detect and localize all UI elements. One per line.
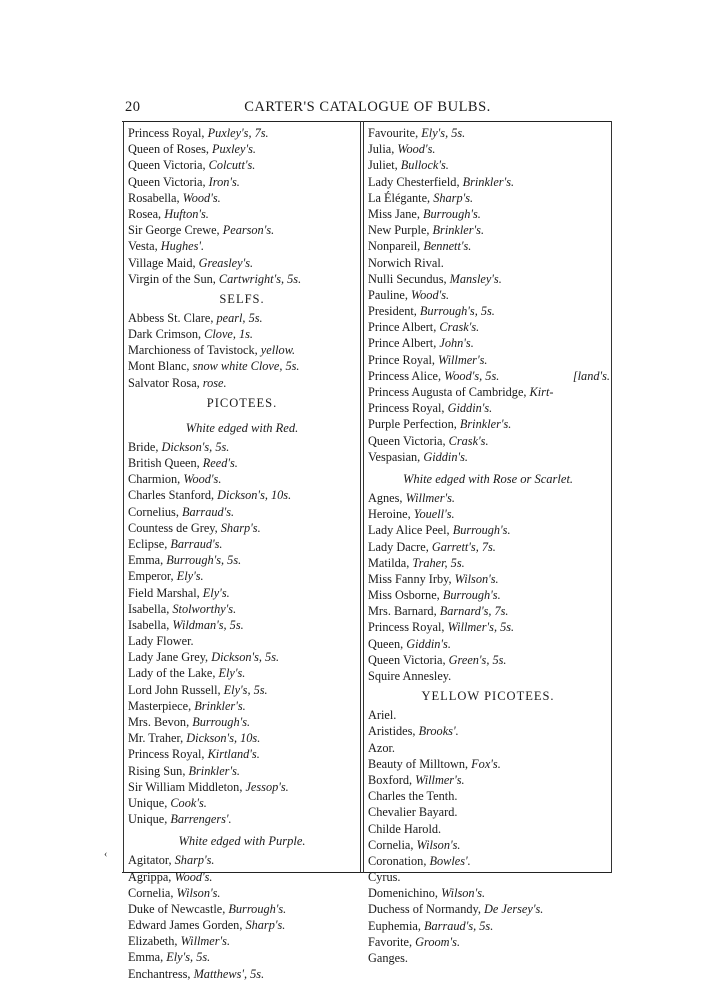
catalogue-entry <box>368 157 608 173</box>
catalogue-entry <box>368 238 608 254</box>
catalogue-entry <box>128 730 356 746</box>
catalogue-entry <box>368 555 608 571</box>
grower-note: Wood's. <box>183 472 222 487</box>
catalogue-entry <box>368 352 608 368</box>
catalogue-entry <box>128 763 356 779</box>
catalogue-entry <box>128 326 356 342</box>
grower-note: Cook's. <box>170 795 207 810</box>
grower-note: Bennett's. <box>423 239 472 254</box>
variety-name: Childe Harold. <box>368 821 442 836</box>
variety-name: Salvator Rosa, <box>128 375 203 390</box>
grower-note: Hughes'. <box>160 239 205 254</box>
variety-name: La Élégante, <box>368 190 434 205</box>
catalogue-entry <box>368 723 608 739</box>
variety-name: Princess Royal, <box>368 620 448 635</box>
variety-name: Princess Royal, <box>128 747 208 762</box>
grower-note: Burrough's. <box>423 206 481 221</box>
variety-name: Edward James Gorden, <box>128 918 246 933</box>
variety-name: Chevalier Bayard. <box>368 805 458 820</box>
page-header <box>125 99 610 119</box>
grower-note: Wilson's. <box>441 886 486 901</box>
right-column <box>368 125 608 966</box>
grower-note: Willmer's, 5s. <box>447 620 515 635</box>
variety-name: Agnes, <box>368 490 406 505</box>
catalogue-entry <box>128 698 356 714</box>
catalogue-entry <box>368 756 608 772</box>
subsection-heading: White edged with Purple. <box>178 834 306 849</box>
variety-name: Purple Perfection, <box>368 417 460 432</box>
variety-name: Sir William Middleton, <box>128 779 246 794</box>
catalogue-entry <box>128 682 356 698</box>
subsection-heading: White edged with Rose or Scarlet. <box>402 471 574 486</box>
variety-name: Matilda, <box>368 555 413 570</box>
variety-name: Village Maid, <box>128 255 199 270</box>
catalogue-entry <box>368 319 608 335</box>
variety-name: Masterpiece, <box>128 698 195 713</box>
catalogue-entry <box>368 571 608 587</box>
catalogue-entry <box>128 649 356 665</box>
variety-name: Unique, <box>128 812 171 827</box>
catalogue-entry <box>368 335 608 351</box>
grower-note: Burrough's. <box>228 901 287 916</box>
catalogue-entry <box>128 455 356 471</box>
grower-note: Youell's. <box>413 507 455 522</box>
variety-name: Vespasian, <box>368 449 424 464</box>
grower-note: Brinkler's. <box>194 698 246 713</box>
catalogue-entry <box>368 636 608 652</box>
grower-note: Brooks'. <box>418 724 459 739</box>
catalogue-entry <box>128 949 356 965</box>
grower-note: Willmer's. <box>438 352 488 367</box>
grower-note: Puxley's, 7s. <box>207 126 269 140</box>
catalogue-entry <box>128 568 356 584</box>
catalogue-entry <box>368 522 608 538</box>
grower-note: Wood's. <box>411 287 450 302</box>
grower-note: Traher, 5s. <box>412 555 465 570</box>
grower-note: Barraud's. <box>170 536 223 551</box>
catalogue-entry <box>368 804 608 820</box>
grower-note: Crask's. <box>448 433 489 448</box>
left-column <box>128 125 356 982</box>
variety-name: Miss Fanny Irby, <box>368 571 455 586</box>
catalogue-entry <box>368 174 608 190</box>
grower-note: Groom's. <box>415 934 461 949</box>
variety-name: Enchantress, <box>128 966 194 981</box>
variety-name: Julia, <box>368 142 398 157</box>
section-heading: PICOTEES. <box>206 395 278 410</box>
variety-name: Mrs. Barnard, <box>368 604 440 619</box>
catalogue-entry <box>128 601 356 617</box>
grower-note: Ely's. <box>176 569 204 584</box>
variety-name: Rosea, <box>128 206 165 221</box>
grower-note: Bullock's. <box>400 158 449 173</box>
variety-name: New Purple, <box>368 223 433 238</box>
grower-note: Iron's. <box>208 174 240 189</box>
variety-name: Cornelia, <box>128 885 177 900</box>
grower-note: Clove, 1s. <box>204 327 254 342</box>
grower-note: Green's, 5s. <box>448 652 507 667</box>
variety-name: Emperor, <box>128 569 177 584</box>
variety-name: Nonpareil, <box>368 239 424 254</box>
catalogue-entry <box>128 779 356 795</box>
grower-note: Kirtland's. <box>207 747 260 762</box>
variety-name: Ariel. <box>368 708 397 723</box>
catalogue-entry <box>368 125 608 141</box>
catalogue-entry <box>368 539 608 555</box>
grower-note: Mansley's. <box>449 271 502 286</box>
column-divider <box>363 121 364 873</box>
variety-name: President, <box>368 304 420 319</box>
variety-name: Emma, <box>128 553 167 568</box>
variety-name: Rosabella, <box>128 190 183 205</box>
catalogue-entry <box>128 310 356 326</box>
variety-name: Lady of the Lake, <box>128 666 219 681</box>
catalogue-entry <box>368 918 608 934</box>
left-rule <box>123 121 124 873</box>
catalogue-entry <box>128 536 356 552</box>
variety-name: Pauline, <box>368 287 412 302</box>
top-rule <box>122 121 612 122</box>
grower-note: Ely's. <box>218 666 246 681</box>
variety-name: Mrs. Bevon, <box>128 715 193 729</box>
catalogue-entry <box>128 795 356 811</box>
grower-note: Brinkler's. <box>432 223 485 238</box>
catalogue-entry <box>128 342 356 358</box>
variety-name: Heroine, <box>368 507 414 522</box>
running-title: CARTER'S CATALOGUE OF BULBS. <box>244 99 491 115</box>
catalogue-entry <box>128 271 356 287</box>
catalogue-entry <box>128 885 356 901</box>
catalogue-entry <box>368 740 608 756</box>
catalogue-entry <box>128 358 356 374</box>
variety-name: Lady Jane Grey, <box>128 650 212 665</box>
catalogue-entry <box>368 788 608 804</box>
catalogue-entry <box>368 885 608 901</box>
catalogue-entry <box>368 400 608 416</box>
column-divider <box>360 121 361 873</box>
grower-note: John's. <box>439 336 474 351</box>
grower-note: Cartwright's, 5s. <box>218 271 302 286</box>
page-number: 20 <box>125 99 141 115</box>
catalogue-entry <box>128 852 356 868</box>
section-heading: YELLOW PICOTEES. <box>421 689 555 704</box>
grower-note: Jessop's. <box>245 779 289 794</box>
grower-note: Dickson's, 5s. <box>211 650 280 665</box>
variety-name: Queen Victoria, <box>128 174 209 189</box>
grower-note: pearl, 5s. <box>216 310 263 325</box>
variety-name: Cornelia, <box>368 837 417 852</box>
catalogue-entry <box>128 552 356 568</box>
grower-note: Bowles'. <box>429 853 471 868</box>
grower-note: Brinkler's. <box>459 417 512 432</box>
catalogue-entry <box>368 384 608 400</box>
catalogue-entry <box>368 821 608 837</box>
grower-note: rose. <box>202 375 227 390</box>
subsection-heading: White edged with Red. <box>185 420 299 435</box>
grower-note: Wood's. <box>174 869 213 884</box>
variety-name: Cornelius, <box>128 504 182 519</box>
variety-name: Elizabeth, <box>128 934 181 949</box>
grower-note: Barnard's, 7s. <box>439 604 509 619</box>
right-rule <box>611 121 612 873</box>
grower-note: Barrengers'. <box>170 812 232 827</box>
grower-note: Giddin's. <box>423 449 468 464</box>
catalogue-entry <box>128 206 356 222</box>
variety-name: Mr. Traher, <box>128 731 187 746</box>
variety-name: Agrippa, <box>128 869 175 884</box>
variety-name: Isabella, <box>128 617 173 632</box>
grower-note: Sharp's. <box>174 853 215 868</box>
catalogue-entry <box>128 504 356 520</box>
catalogue-entry <box>128 869 356 885</box>
catalogue-entry <box>128 811 356 827</box>
variety-name: Charmion, <box>128 472 184 487</box>
grower-note: Ely's, 5s. <box>421 126 466 140</box>
grower-note: Colcutt's. <box>208 158 256 173</box>
catalogue-entry <box>128 487 356 503</box>
catalogue-entry <box>368 950 608 966</box>
catalogue-entry <box>128 633 356 649</box>
catalogue-entry <box>368 934 608 950</box>
variety-name: Abbess St. Clare, <box>128 310 217 325</box>
grower-note: Burrough's. <box>192 715 251 729</box>
catalogue-entry <box>368 449 608 465</box>
variety-name: Prince Albert, <box>368 336 440 351</box>
grower-note: Willmer's. <box>405 490 456 505</box>
catalogue-entry <box>368 206 608 222</box>
grower-note: Wood's, 5s. <box>444 368 500 383</box>
catalogue-entry <box>368 271 608 287</box>
catalogue-entry <box>368 901 608 917</box>
catalogue-entry <box>128 714 356 730</box>
catalogue-entry <box>368 141 608 157</box>
grower-note: Dickson's, 5s. <box>161 439 230 454</box>
grower-note: Burrough's. <box>442 588 501 603</box>
variety-name: Domenichino, <box>368 886 442 901</box>
variety-name: Euphemia, <box>368 918 425 933</box>
catalogue-entry <box>128 665 356 681</box>
grower-note: Matthews', 5s. <box>193 966 265 981</box>
grower-note: Burrough's, 5s. <box>166 553 242 568</box>
variety-name: Virgin of the Sun, <box>128 271 219 286</box>
catalogue-entry <box>128 746 356 762</box>
grower-note: Barraud's. <box>181 504 235 519</box>
catalogue-entry <box>368 587 608 603</box>
variety-name: Miss Jane, <box>368 206 423 221</box>
runover-note: [land's. <box>572 368 610 383</box>
variety-name: Sir George Crewe, <box>128 223 223 238</box>
variety-name: Queen Victoria, <box>368 433 449 448</box>
grower-note: Garrett's, 7s. <box>431 539 496 554</box>
grower-note: snow white Clove, 5s. <box>192 359 300 374</box>
catalogue-entry <box>368 707 608 723</box>
grower-note: Wilson's. <box>176 885 221 900</box>
variety-name: Favourite, <box>368 126 422 140</box>
catalogue-entry <box>128 174 356 190</box>
grower-note: Stolworthy's. <box>172 601 237 616</box>
variety-name: Charles Stanford, <box>128 488 218 503</box>
grower-note: De Jersey's. <box>484 902 544 917</box>
variety-name: Eclipse, <box>128 536 171 551</box>
catalogue-entry <box>128 901 356 917</box>
catalogue-entry <box>128 255 356 271</box>
catalogue-entry <box>368 652 608 668</box>
variety-name: Lady Chesterfield, <box>368 174 463 189</box>
grower-note: Sharp's. <box>245 918 286 933</box>
variety-name: Miss Osborne, <box>368 588 443 603</box>
catalogue-entry <box>368 303 608 319</box>
variety-name: Duke of Newcastle, <box>128 901 229 916</box>
variety-name: Dark Crimson, <box>128 327 205 342</box>
variety-name: Unique, <box>128 795 171 810</box>
catalogue-entry <box>368 837 608 853</box>
variety-name: Duchess of Normandy, <box>368 902 484 917</box>
catalogue-entry <box>128 222 356 238</box>
grower-note: Willmer's. <box>180 934 231 949</box>
grower-note: Hufton's. <box>164 206 209 221</box>
variety-name: Princess Alice, <box>368 368 445 383</box>
variety-name: Squire Annesley. <box>368 669 452 683</box>
variety-name: Lady Alice Peel, <box>368 523 453 538</box>
catalogue-entry <box>368 490 608 506</box>
catalogue-entry <box>368 287 608 303</box>
grower-note: Wildman's, 5s. <box>172 617 244 632</box>
catalogue-entry <box>368 433 608 449</box>
variety-name: Juliet, <box>368 158 401 173</box>
grower-note: Willmer's. <box>415 772 465 787</box>
variety-name: Favorite, <box>368 934 416 949</box>
catalogue-entry <box>128 439 356 455</box>
variety-name: Lady Dacre, <box>368 539 432 554</box>
catalogue-entry <box>368 190 608 206</box>
catalogue-entry <box>368 368 608 384</box>
grower-note: Greasley's. <box>198 255 254 270</box>
variety-name: British Queen, <box>128 456 203 470</box>
grower-note: Wilson's. <box>454 571 499 586</box>
grower-note: Dickson's, 10s. <box>217 488 292 503</box>
grower-note: Sharp's. <box>220 520 261 535</box>
variety-name: Mont Blanc, <box>128 359 193 374</box>
variety-name: Prince Royal, <box>368 352 439 367</box>
grower-note: Brinkler's. <box>462 174 515 189</box>
catalogue-entry <box>368 416 608 432</box>
grower-note: Sharp's. <box>433 190 474 205</box>
catalogue-entry <box>128 375 356 391</box>
catalogue-entry <box>128 141 356 157</box>
grower-note: Ely's. <box>202 585 230 600</box>
variety-name: Agitator, <box>128 853 175 868</box>
grower-note: Reed's. <box>202 456 238 470</box>
variety-name: Rising Sun, <box>128 763 189 778</box>
catalogue-entry <box>128 585 356 601</box>
catalogue-entry <box>368 853 608 869</box>
variety-name: Aristides, <box>368 724 419 739</box>
catalogue-entry <box>368 619 608 635</box>
catalogue-entry <box>368 772 608 788</box>
catalogue-entry <box>128 617 356 633</box>
grower-note: Wilson's. <box>416 837 461 852</box>
variety-name: Queen of Roses, <box>128 142 213 157</box>
variety-name: Isabella, <box>128 601 173 616</box>
variety-name: Princess Augusta of Cambridge, <box>368 385 530 399</box>
variety-name: Marchioness of Tavistock, <box>128 343 261 358</box>
grower-note: Brinkler's. <box>188 763 240 778</box>
catalogue-entry <box>368 869 608 885</box>
grower-note: yellow. <box>260 343 296 358</box>
variety-name: Cyrus. <box>368 870 401 885</box>
variety-name: Vesta, <box>128 239 161 254</box>
catalogue-entry <box>128 933 356 949</box>
grower-note: Ely's, 5s. <box>223 682 268 697</box>
catalogue-entry <box>128 190 356 206</box>
catalogue-entry <box>128 917 356 933</box>
variety-name: Norwich Rival. <box>368 255 444 270</box>
catalogue-entry <box>368 668 608 684</box>
variety-name: Ganges. <box>368 951 408 965</box>
variety-name: Emma, <box>128 950 167 965</box>
variety-name: Bride, <box>128 439 162 454</box>
grower-note: Kirt- <box>529 385 554 399</box>
variety-name: Beauty of Milltown, <box>368 756 472 771</box>
catalogue-entry <box>128 471 356 487</box>
grower-note: Puxley's. <box>212 142 256 157</box>
variety-name: Princess Royal, <box>128 126 208 140</box>
catalogue-entry <box>368 603 608 619</box>
grower-note: Wood's. <box>397 142 436 157</box>
variety-name: Queen, <box>368 636 407 651</box>
variety-name: Queen Victoria, <box>368 652 449 667</box>
catalogue-table <box>122 121 612 981</box>
grower-note: Ely's, 5s. <box>166 950 211 965</box>
variety-name: Princess Royal, <box>368 401 448 416</box>
variety-name: Boxford, <box>368 772 416 787</box>
catalogue-entry <box>368 255 608 271</box>
catalogue-entry <box>368 222 608 238</box>
margin-mark: ‹ <box>104 849 108 860</box>
variety-name: Nulli Secundus, <box>368 271 450 286</box>
variety-name: Coronation, <box>368 853 430 868</box>
variety-name: Queen Victoria, <box>128 158 209 173</box>
section-heading: SELFS. <box>219 291 265 306</box>
variety-name: Lord John Russell, <box>128 682 224 697</box>
grower-note: Wood's. <box>182 190 221 205</box>
grower-note: Giddin's. <box>447 401 493 416</box>
variety-name: Countess de Grey, <box>128 520 221 535</box>
grower-note: Burrough's. <box>452 523 511 538</box>
catalogue-entry <box>128 157 356 173</box>
variety-name: Prince Albert, <box>368 320 440 335</box>
catalogue-entry <box>128 125 356 141</box>
catalogue-entry <box>128 238 356 254</box>
catalogue-entry <box>368 506 608 522</box>
catalogue-entry <box>128 520 356 536</box>
variety-name: Azor. <box>368 740 395 755</box>
variety-name: Lady Flower. <box>128 634 194 649</box>
variety-name: Charles the Tenth. <box>368 789 458 804</box>
grower-note: Pearson's. <box>222 223 275 238</box>
grower-note: Barraud's, 5s. <box>424 918 494 933</box>
variety-name: Field Marshal, <box>128 585 203 600</box>
grower-note: Dickson's, 10s. <box>186 731 261 746</box>
grower-note: Fox's. <box>471 756 501 771</box>
catalogue-entry <box>128 966 356 982</box>
grower-note: Giddin's. <box>406 636 451 651</box>
grower-note: Burrough's, 5s. <box>419 304 495 319</box>
grower-note: Crask's. <box>439 320 480 335</box>
